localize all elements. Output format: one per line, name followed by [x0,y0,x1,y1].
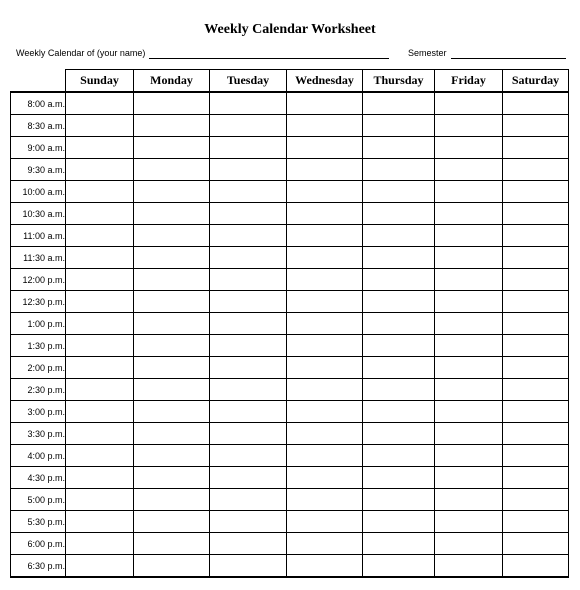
schedule-cell[interactable] [363,203,435,225]
schedule-cell[interactable] [363,401,435,423]
schedule-cell[interactable] [134,335,210,357]
schedule-cell[interactable] [210,467,287,489]
schedule-cell[interactable] [134,313,210,335]
time-label: 4:00 p.m. [11,445,66,467]
schedule-cell[interactable] [435,225,503,247]
time-row [11,291,569,313]
schedule-cell[interactable] [363,92,435,115]
schedule-cell[interactable] [503,203,569,225]
schedule-cell[interactable] [363,423,435,445]
schedule-cell[interactable] [210,137,287,159]
schedule-cell[interactable] [66,269,134,291]
time-label: 12:00 p.m. [11,269,66,291]
time-row [11,379,569,401]
schedule-cell[interactable] [503,511,569,533]
day-header-thursday: Thursday [363,70,435,93]
schedule-cell[interactable] [210,533,287,555]
schedule-cell[interactable] [503,247,569,269]
schedule-cell[interactable] [66,555,134,578]
schedule-cell[interactable] [66,247,134,269]
schedule-cell[interactable] [363,489,435,511]
corner-blank [11,70,66,93]
schedule-cell[interactable] [210,269,287,291]
schedule-cell[interactable] [287,269,363,291]
schedule-cell[interactable] [210,159,287,181]
schedule-cell[interactable] [435,379,503,401]
schedule-cell[interactable] [435,445,503,467]
schedule-cell[interactable] [363,555,435,578]
schedule-cell[interactable] [66,159,134,181]
time-label: 9:30 a.m. [11,159,66,181]
time-label: 11:30 a.m. [11,247,66,269]
schedule-cell[interactable] [363,225,435,247]
schedule-cell[interactable] [66,423,134,445]
schedule-cell[interactable] [287,181,363,203]
schedule-cell[interactable] [134,115,210,137]
schedule-cell[interactable] [287,247,363,269]
time-label: 4:30 p.m. [11,467,66,489]
schedule-cell[interactable] [287,445,363,467]
schedule-cell[interactable] [66,533,134,555]
schedule-cell[interactable] [210,401,287,423]
schedule-cell[interactable] [503,423,569,445]
schedule-cell[interactable] [66,379,134,401]
schedule-cell[interactable] [287,335,363,357]
schedule-cell[interactable] [503,269,569,291]
schedule-cell[interactable] [134,92,210,115]
schedule-cell[interactable] [134,555,210,578]
schedule-cell[interactable] [435,203,503,225]
schedule-cell[interactable] [363,313,435,335]
day-header-tuesday: Tuesday [210,70,287,93]
calendar-grid [10,69,569,578]
schedule-cell[interactable] [435,269,503,291]
schedule-cell[interactable] [66,335,134,357]
schedule-cell[interactable] [287,203,363,225]
page-title: Weekly Calendar Worksheet [204,22,376,37]
schedule-cell[interactable] [503,335,569,357]
time-label: 1:30 p.m. [11,335,66,357]
schedule-cell[interactable] [66,137,134,159]
day-header-friday: Friday [435,70,503,93]
time-label: 5:00 p.m. [11,489,66,511]
schedule-cell[interactable] [210,247,287,269]
schedule-cell[interactable] [503,533,569,555]
schedule-cell[interactable] [363,291,435,313]
schedule-cell[interactable] [435,555,503,578]
time-label: 10:00 a.m. [11,181,66,203]
schedule-cell[interactable] [210,291,287,313]
time-row [11,357,569,379]
time-row [11,269,569,291]
schedule-cell[interactable] [435,423,503,445]
time-label: 12:30 p.m. [11,291,66,313]
schedule-cell[interactable] [134,181,210,203]
time-label: 2:00 p.m. [11,357,66,379]
time-label: 5:30 p.m. [11,511,66,533]
schedule-cell[interactable] [66,467,134,489]
time-row [11,401,569,423]
day-header-wednesday: Wednesday [287,70,363,93]
schedule-cell[interactable] [210,313,287,335]
schedule-cell[interactable] [363,379,435,401]
time-row [11,335,569,357]
schedule-cell[interactable] [363,511,435,533]
schedule-cell[interactable] [134,159,210,181]
schedule-cell[interactable] [210,92,287,115]
schedule-cell[interactable] [363,181,435,203]
day-header-saturday: Saturday [503,70,569,93]
schedule-cell[interactable] [287,489,363,511]
time-row [11,225,569,247]
schedule-cell[interactable] [435,181,503,203]
day-header-monday: Monday [134,70,210,93]
schedule-cell[interactable] [287,225,363,247]
schedule-cell[interactable] [363,137,435,159]
schedule-cell[interactable] [435,313,503,335]
time-label: 1:00 p.m. [11,313,66,335]
schedule-cell[interactable] [66,203,134,225]
schedule-cell[interactable] [435,335,503,357]
schedule-cell[interactable] [287,533,363,555]
name-field-line[interactable] [149,58,389,59]
schedule-cell[interactable] [287,511,363,533]
schedule-cell[interactable] [66,115,134,137]
time-label: 3:00 p.m. [11,401,66,423]
schedule-cell[interactable] [435,291,503,313]
schedule-cell[interactable] [435,137,503,159]
schedule-cell[interactable] [503,357,569,379]
time-label: 2:30 p.m. [11,379,66,401]
time-row [11,247,569,269]
schedule-cell[interactable] [210,225,287,247]
schedule-cell[interactable] [210,335,287,357]
schedule-cell[interactable] [287,379,363,401]
schedule-cell[interactable] [287,467,363,489]
time-label: 8:00 a.m. [11,92,66,115]
time-row [11,159,569,181]
schedule-cell[interactable] [363,533,435,555]
schedule-cell[interactable] [134,247,210,269]
schedule-cell[interactable] [503,401,569,423]
schedule-cell[interactable] [287,555,363,578]
schedule-cell[interactable] [210,203,287,225]
schedule-cell[interactable] [503,555,569,578]
schedule-cell[interactable] [435,115,503,137]
schedule-cell[interactable] [287,159,363,181]
schedule-cell[interactable] [435,467,503,489]
schedule-cell[interactable] [210,555,287,578]
schedule-cell[interactable] [363,159,435,181]
time-row [11,511,569,533]
schedule-cell[interactable] [210,115,287,137]
time-label: 3:30 p.m. [11,423,66,445]
schedule-cell[interactable] [66,445,134,467]
schedule-cell[interactable] [503,313,569,335]
schedule-cell[interactable] [363,335,435,357]
schedule-cell[interactable] [503,92,569,115]
schedule-cell[interactable] [66,225,134,247]
semester-field-line[interactable] [451,58,566,59]
semester-label: Semester [408,48,447,58]
schedule-cell[interactable] [363,115,435,137]
time-row [11,445,569,467]
time-row [11,467,569,489]
schedule-cell[interactable] [66,511,134,533]
time-row [11,181,569,203]
time-label: 6:30 p.m. [11,555,66,578]
schedule-cell[interactable] [134,137,210,159]
schedule-cell[interactable] [287,357,363,379]
schedule-cell[interactable] [210,445,287,467]
schedule-cell[interactable] [66,489,134,511]
time-label: 10:30 a.m. [11,203,66,225]
schedule-cell[interactable] [134,379,210,401]
schedule-cell[interactable] [134,225,210,247]
schedule-cell[interactable] [363,357,435,379]
schedule-cell[interactable] [287,92,363,115]
schedule-cell[interactable] [503,115,569,137]
schedule-cell[interactable] [503,291,569,313]
schedule-cell[interactable] [210,181,287,203]
schedule-cell[interactable] [435,357,503,379]
time-label: 8:30 a.m. [11,115,66,137]
name-label: Weekly Calendar of (your name) [16,48,146,58]
schedule-cell[interactable] [363,467,435,489]
schedule-cell[interactable] [503,159,569,181]
schedule-cell[interactable] [134,467,210,489]
schedule-cell[interactable] [363,445,435,467]
schedule-cell[interactable] [435,401,503,423]
schedule-cell[interactable] [503,225,569,247]
time-row [11,92,569,115]
time-row [11,203,569,225]
schedule-cell[interactable] [503,445,569,467]
time-row [11,555,569,578]
schedule-cell[interactable] [134,269,210,291]
schedule-cell[interactable] [435,489,503,511]
schedule-cell[interactable] [435,533,503,555]
time-row [11,489,569,511]
schedule-cell[interactable] [66,92,134,115]
schedule-cell[interactable] [287,423,363,445]
schedule-cell[interactable] [134,511,210,533]
schedule-cell[interactable] [435,247,503,269]
day-header-row [11,70,569,93]
schedule-cell[interactable] [287,291,363,313]
time-row [11,533,569,555]
schedule-cell[interactable] [287,401,363,423]
schedule-cell[interactable] [435,92,503,115]
schedule-cell[interactable] [210,423,287,445]
schedule-cell[interactable] [435,511,503,533]
schedule-cell[interactable] [134,445,210,467]
schedule-cell[interactable] [210,357,287,379]
schedule-cell[interactable] [210,489,287,511]
time-row [11,137,569,159]
schedule-cell[interactable] [503,137,569,159]
schedule-cell[interactable] [287,115,363,137]
schedule-cell[interactable] [134,489,210,511]
day-header-sunday: Sunday [66,70,134,93]
schedule-cell[interactable] [287,137,363,159]
schedule-cell[interactable] [363,247,435,269]
schedule-cell[interactable] [134,533,210,555]
schedule-cell[interactable] [435,159,503,181]
schedule-cell[interactable] [363,269,435,291]
schedule-cell[interactable] [210,379,287,401]
schedule-cell[interactable] [134,423,210,445]
schedule-cell[interactable] [503,379,569,401]
schedule-cell[interactable] [66,291,134,313]
time-row [11,313,569,335]
schedule-cell[interactable] [66,401,134,423]
time-row [11,115,569,137]
time-label: 9:00 a.m. [11,137,66,159]
time-row [11,423,569,445]
schedule-cell[interactable] [287,313,363,335]
schedule-cell[interactable] [503,467,569,489]
time-label: 6:00 p.m. [11,533,66,555]
schedule-cell[interactable] [66,357,134,379]
time-label: 11:00 a.m. [11,225,66,247]
schedule-cell[interactable] [134,401,210,423]
schedule-cell[interactable] [134,357,210,379]
schedule-cell[interactable] [134,291,210,313]
schedule-cell[interactable] [66,181,134,203]
schedule-cell[interactable] [134,203,210,225]
schedule-cell[interactable] [210,511,287,533]
schedule-cell[interactable] [503,181,569,203]
schedule-cell[interactable] [503,489,569,511]
schedule-cell[interactable] [66,313,134,335]
